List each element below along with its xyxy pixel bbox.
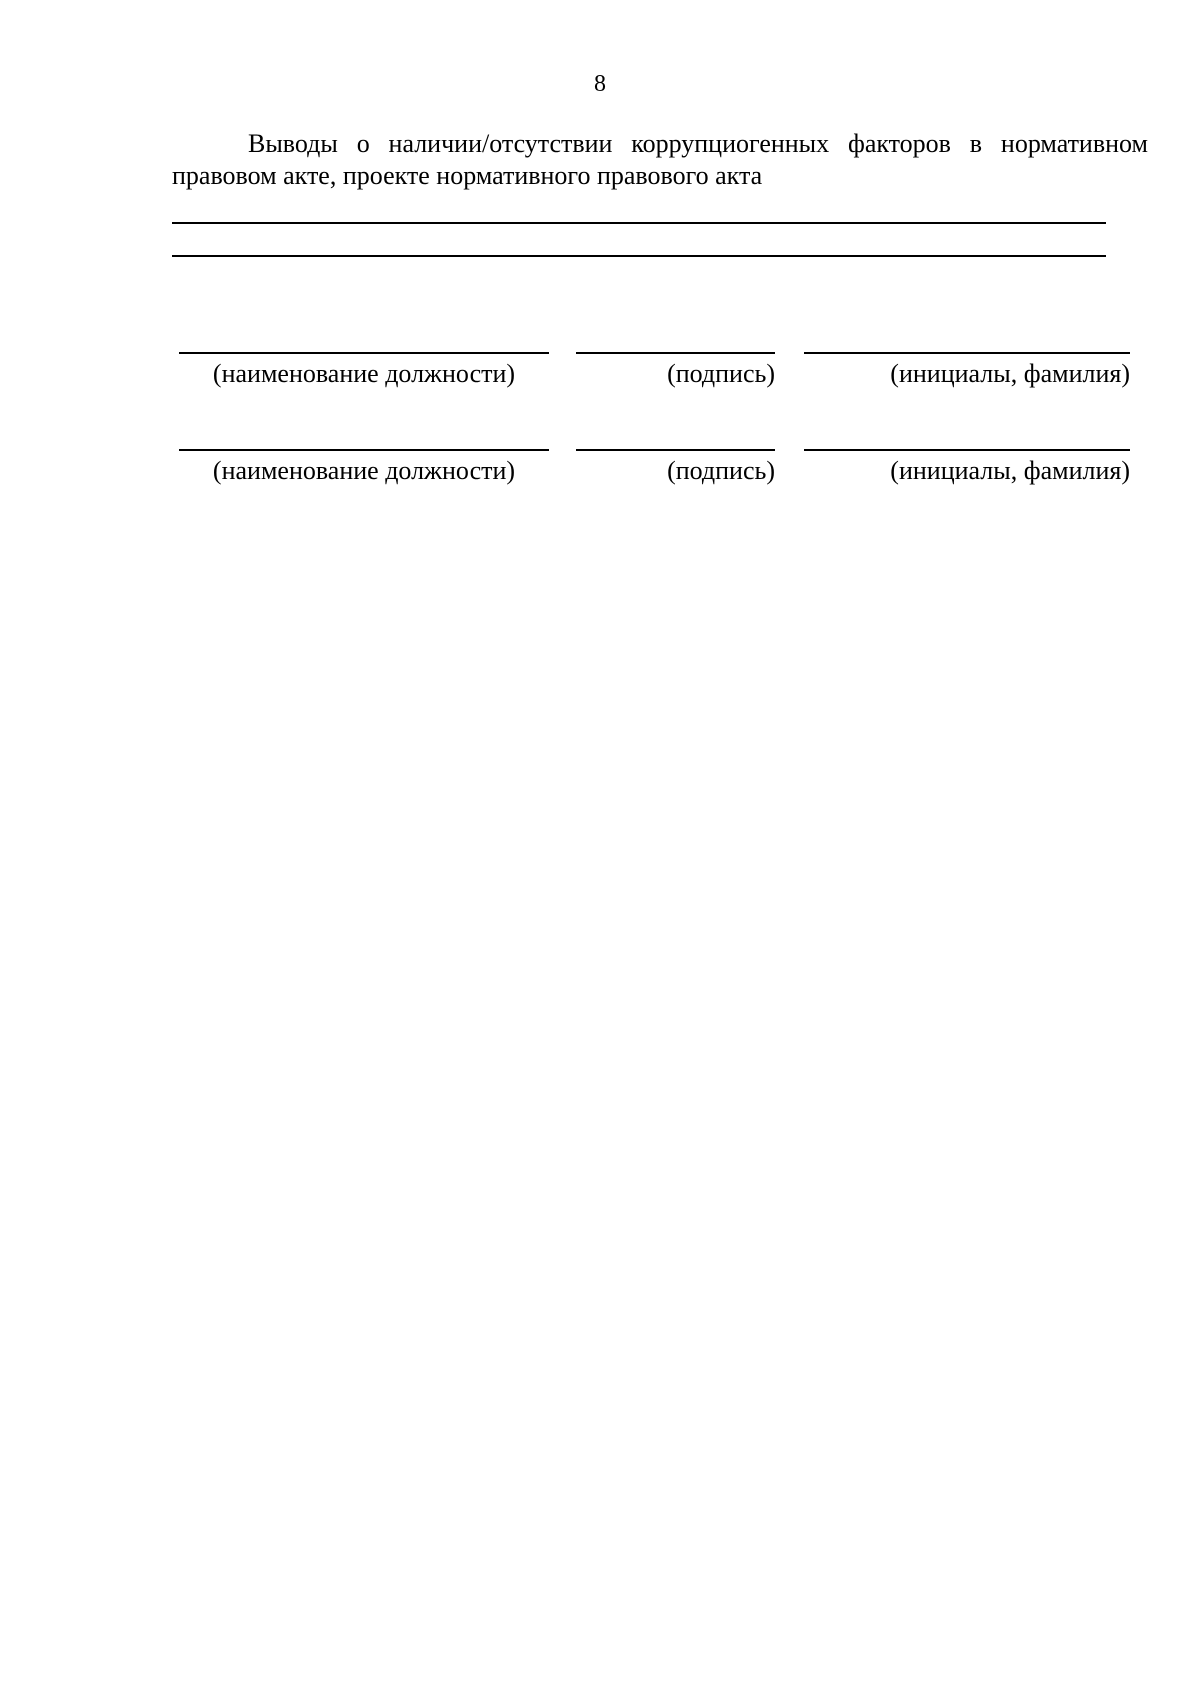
position-caption: (наименование должности): [212, 456, 516, 485]
signature-caption: (подпись): [667, 456, 775, 485]
signature-line[interactable]: [576, 449, 775, 451]
position-caption: (наименование должности): [212, 359, 516, 388]
signature-caption: (подпись): [667, 359, 775, 388]
signature-block: [0, 449, 1200, 509]
page-number: 8: [594, 71, 606, 97]
conclusions-fill-line[interactable]: [172, 255, 1106, 257]
position-line[interactable]: [179, 449, 549, 451]
name-caption: (инициалы, фамилия): [890, 456, 1130, 485]
name-caption: (инициалы, фамилия): [890, 359, 1130, 388]
conclusions-heading: Выводы о наличии/отсутствии коррупциогенных факторов в нормативном правовом акте, проекте нормативного правового акта: [172, 129, 1148, 190]
position-line[interactable]: [179, 352, 549, 354]
name-line[interactable]: [804, 352, 1130, 354]
conclusions-fill-line[interactable]: [172, 222, 1106, 224]
signature-block: [0, 352, 1200, 412]
name-line[interactable]: [804, 449, 1130, 451]
signature-line[interactable]: [576, 352, 775, 354]
